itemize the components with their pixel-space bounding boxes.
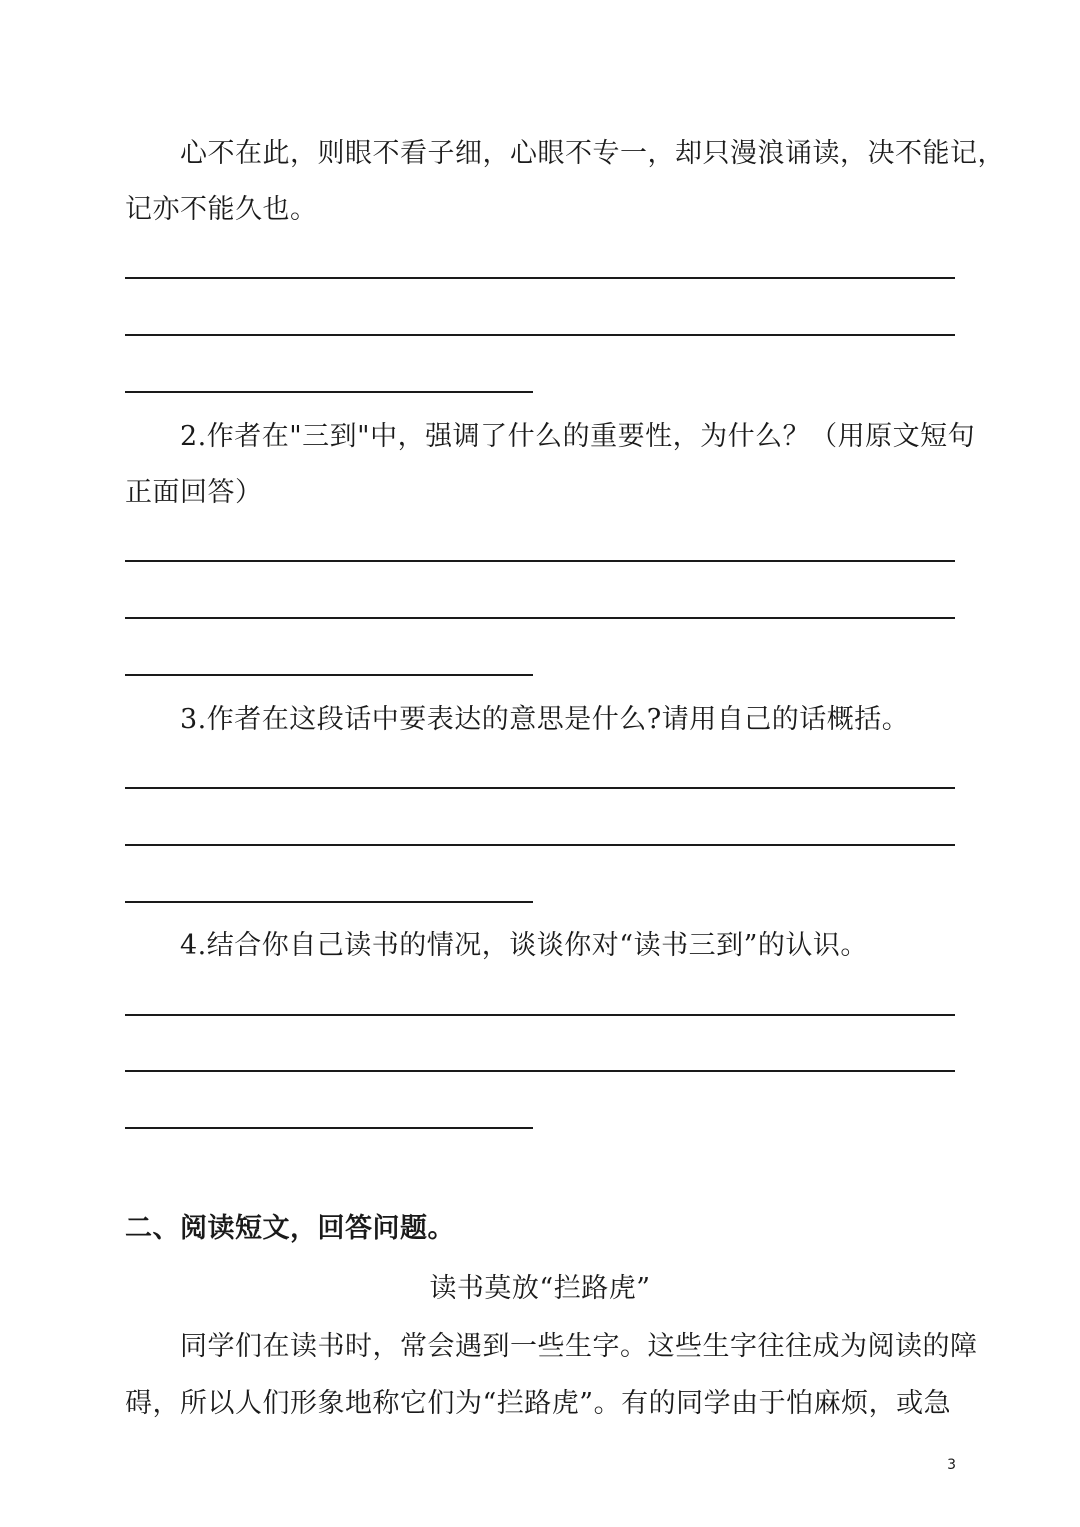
answer-line[interactable] — [125, 277, 955, 279]
answer-line[interactable] — [125, 844, 955, 846]
answer-line[interactable] — [125, 1127, 533, 1129]
answer-line[interactable] — [125, 1014, 955, 1016]
answer-line[interactable] — [125, 1070, 955, 1072]
answer-line[interactable] — [125, 334, 955, 336]
answer-line[interactable] — [125, 560, 955, 562]
section-heading: 二、阅读短文，回答问题。 — [125, 1213, 455, 1244]
answer-line[interactable] — [125, 787, 955, 789]
page-number: 3 — [947, 1457, 956, 1473]
question-2-line-1: 2.作者在"三到"中，强调了什么的重要性，为什么？（用原文短句 — [180, 421, 976, 452]
answer-line[interactable] — [125, 901, 533, 903]
question-4: 4.结合你自己读书的情况，谈谈你对“读书三到”的认识。 — [180, 930, 868, 961]
question-2-line-2: 正面回答） — [125, 477, 263, 508]
passage-line-2: 记亦不能久也。 — [125, 194, 318, 225]
question-3: 3.作者在这段话中要表达的意思是什么?请用自己的话概括。 — [180, 704, 910, 735]
answer-line[interactable] — [125, 391, 533, 393]
passage-line-1: 心不在此，则眼不看子细，心眼不专一，却只漫浪诵读，决不能记， — [180, 138, 1005, 169]
article-paragraph-line-1: 同学们在读书时，常会遇到一些生字。这些生字往往成为阅读的障 — [180, 1331, 978, 1362]
answer-line[interactable] — [125, 617, 955, 619]
article-paragraph-line-2: 碍，所以人们形象地称它们为“拦路虎”。有的同学由于怕麻烦，或急 — [125, 1388, 952, 1419]
answer-line[interactable] — [125, 674, 533, 676]
article-title: 读书莫放“拦路虎” — [429, 1273, 651, 1304]
